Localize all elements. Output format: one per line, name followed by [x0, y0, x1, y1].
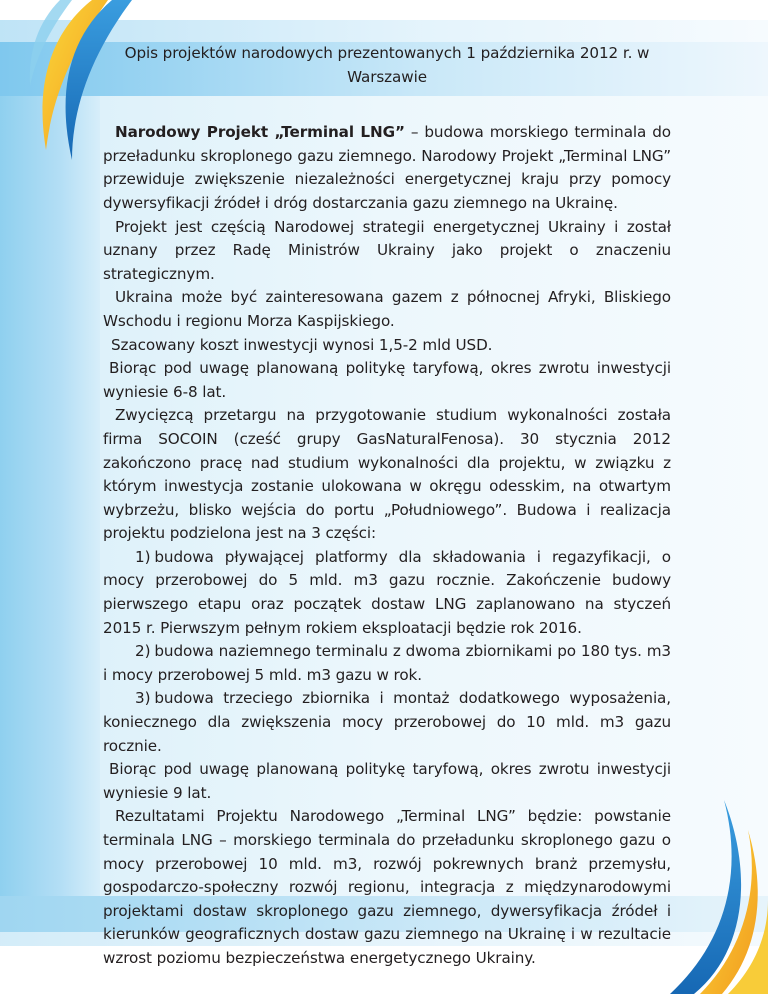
paragraph-intro	[103, 121, 671, 215]
paragraph-intro-text: – budowa morskiego terminala do przeładunku skroplonego gazu ziemnego. Narodowy Projekt „Terminal LNG” przewiduje zwiększenie niezależności energetycznej kraju przy pomocy dywersyfikacji źródeł i dróg dostarczania gazu ziemnego na Ukrainę.	[103, 123, 671, 212]
list-item-text: budowa naziemnego terminalu z dwoma zbiornikami po 180 tys. m3 i mocy przerobowej 5 mld. m3 gazu w rok.	[103, 642, 671, 684]
list-item-number: 3)	[135, 689, 151, 708]
paragraph-tender: Zwycięzcą przetargu na przygotowanie studium wykonalności została firma SOCOIN (cześć grupy GasNaturalFenosa). 30 stycznia 2012 zakończono pracę nad studium wykonalności dla projektu, w związku z którym inwestycja zostanie ulokowana w okręgu odesskim, na otwartym wybrzeżu, blisko wejścia do portu „Południowego”. Budowa i realizacja projektu podzielona jest na 3 części:	[103, 406, 671, 543]
title-spacing	[103, 89, 671, 121]
paragraph-results: Rezultatami Projektu Narodowego „Terminal LNG” będzie: powstanie terminala LNG – morskiego terminala do przeładunku skroplonego gazu o mocy przerobowej 10 mld. m3, rozwój pokrewnych branż przemysłu, gospodarczo-społeczny rozwój regionu, integracja z międzynarodowymi projektami dostaw skroplonego gazu ziemnego, dywersyfikacja źródeł i kierunków geograficznych dostaw gazu ziemnego na Ukrainę i w rezultacie wzrost poziomu bezpieczeństwa energetycznego Ukrainy.	[103, 807, 671, 967]
paragraph-payback-2: Biorąc pod uwagę planowaną politykę taryfową, okres zwrotu inwestycji wyniesie 9 lat.	[103, 760, 671, 802]
list-item-text: budowa trzeciego zbiornika i montaż dodatkowego wyposażenia, koniecznego dla zwiększenia mocy przerobowej do 10 mld. m3 gazu rocznie.	[103, 689, 671, 755]
project-name-bold: Narodowy Projekt „Terminal LNG”	[115, 123, 405, 142]
title-line-2: Warszawie	[347, 67, 427, 86]
title-line-1: Opis projektów narodowych prezentowanych 1 października 2012 r. w	[124, 44, 650, 62]
paragraph-payback-1: Biorąc pod uwagę planowaną politykę taryfową, okres zwrotu inwestycji wyniesie 6-8 lat.	[103, 359, 671, 401]
list-item-text: budowa pływającej platformy dla składowania i regazyfikacji, o mocy przerobowej do 5 mld. m3 gazu rocznie. Zakończenie budowy pierwszego etapu oraz początek dostaw LNG zaplanowano na styczeń 2015 r. Pierwszym pełnym rokiem eksploatacji będzie rok 2016.	[103, 547, 671, 637]
list-item-number: 1)	[135, 547, 151, 566]
document-body	[103, 42, 671, 971]
paragraph-cost: Szacowany koszt inwestycji wynosi 1,5-2 mld USD.	[111, 335, 493, 354]
list-item	[103, 546, 671, 640]
paragraph-sources: Ukraina może być zainteresowana gazem z północnej Afryki, Bliskiego Wschodu i regionu Morza Kaspijskiego.	[103, 288, 671, 330]
list-item	[103, 640, 671, 687]
left-panel	[0, 96, 100, 896]
paragraph-strategy: Projekt jest częścią Narodowej strategii energetycznej Ukrainy i został uznany przez Radę Ministrów Ukrainy jako projekt o znaczeniu strategicznym.	[103, 217, 671, 283]
page-title	[103, 42, 671, 89]
list-item	[103, 687, 671, 758]
list-item-number: 2)	[135, 642, 151, 661]
